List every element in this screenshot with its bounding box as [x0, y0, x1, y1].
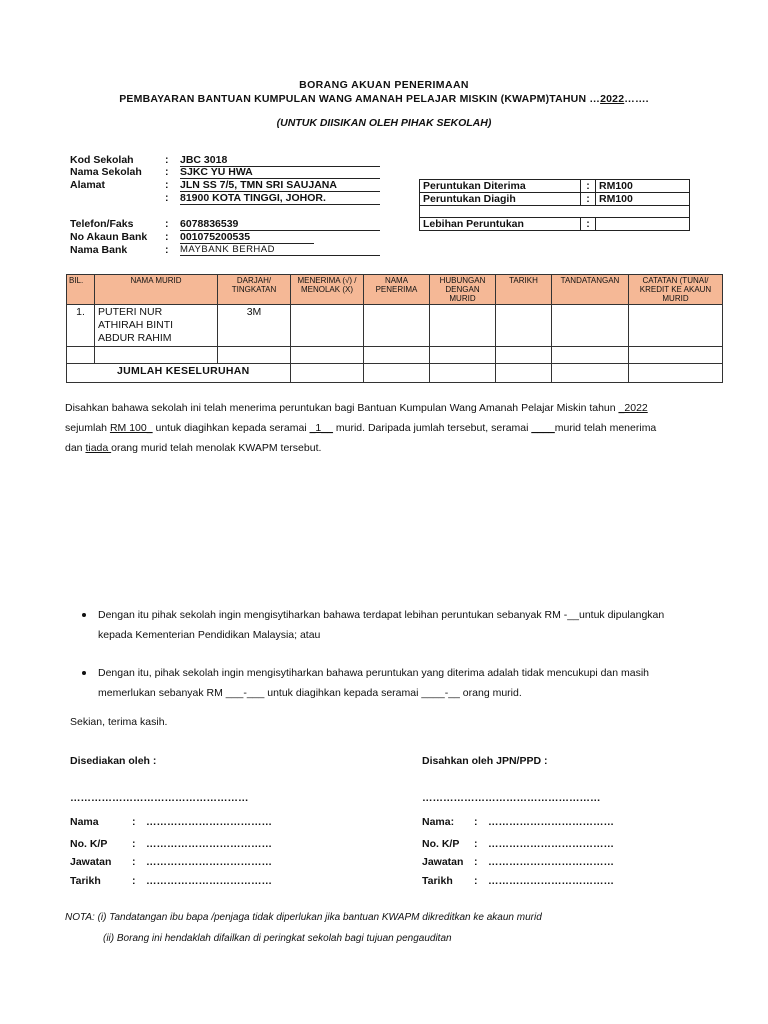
declaration-text: murid telah menerima: [554, 422, 657, 434]
header-catatan: CATATAN (TUNAI/ KREDIT KE AKAUN MURID: [629, 275, 723, 305]
nama-line: ATHIRAH BINTI: [98, 319, 174, 331]
form-note: (UNTUK DIISIKAN OLEH PIHAK SEKOLAH): [276, 117, 492, 129]
declaration-accepted: ____: [531, 422, 555, 434]
declaration-text: sejumlah: [65, 422, 110, 434]
subtitle-suffix: …….: [624, 93, 649, 105]
header-nama-murid: NAMA MURID: [95, 275, 218, 305]
field-colon: :: [474, 838, 478, 850]
field-colon: :: [132, 875, 136, 887]
bullet-item: [98, 663, 738, 703]
subtitle-prefix: PEMBAYARAN BANTUAN KUMPULAN WANG AMANAH PELAJAR MISKIN (KWAPM)TAHUN …: [119, 93, 601, 105]
nota-line-1: NOTA: (i) Tandatangan ibu bapa /penjaga tidak diperlukan jika bantuan KWAPM dikreditkan ke akaun murid: [65, 912, 542, 923]
field-dots: ………………………………: [146, 816, 272, 828]
declaration-text: untuk diagihkan kepada seramai: [152, 422, 310, 434]
field-label: Tarikh: [70, 875, 101, 887]
info-value: MAYBANK BERHAD: [180, 244, 380, 256]
cell-tarikh: [496, 305, 552, 347]
cell-darjah: 3M: [218, 305, 291, 347]
cell-menerima: [291, 305, 364, 347]
field-label: No. K/P: [422, 838, 460, 850]
bullet-item: [98, 605, 738, 645]
bullet-icon: [82, 613, 86, 617]
field-label: Jawatan: [70, 856, 112, 868]
declaration-text: Disahkan bahawa sekolah ini telah menerima peruntukan bagi Bantuan Kumpulan Wang Amanah Pelajar Miskin tahun: [65, 402, 619, 414]
allocation-value: RM100: [596, 180, 690, 193]
declaration-paragraph: [65, 398, 725, 458]
declaration-line-2: [65, 418, 725, 438]
students-table: [66, 274, 723, 383]
cell-bil: 1.: [67, 305, 95, 347]
field-dots: ………………………………: [488, 816, 614, 828]
info-colon: :: [165, 231, 169, 243]
cell-tandatangan: [552, 305, 629, 347]
allocation-row-received: [420, 180, 690, 193]
header-darjah: DARJAH/ TINGKATAN: [218, 275, 291, 305]
field-label: Tarikh: [422, 875, 453, 887]
allocation-value: [596, 218, 690, 231]
total-cell: [67, 364, 291, 383]
info-colon: :: [165, 218, 169, 230]
field-colon: :: [474, 856, 478, 868]
field-label: Nama:: [422, 816, 455, 828]
closing-text: Sekian, terima kasih.: [70, 716, 168, 728]
declaration-count: _1__: [309, 422, 333, 434]
allocation-label: Peruntukan Diagih: [420, 193, 581, 206]
declaration-text: dan: [65, 442, 86, 454]
signature-line-right: ……………………………………………: [422, 792, 601, 804]
nota-line-2: (ii) Borang ini hendaklah difailkan di peringkat sekolah bagi tujuan pengauditan: [103, 933, 452, 944]
declaration-amount: RM 100_: [109, 422, 153, 434]
allocation-row-distributed: [420, 193, 690, 206]
declaration-rejected: tiada: [85, 442, 112, 454]
allocation-colon: :: [581, 193, 596, 206]
allocation-colon: :: [581, 218, 596, 231]
field-colon: :: [474, 875, 478, 887]
info-label: Nama Sekolah: [70, 166, 142, 178]
bullet-line: memerlukan sebanyak RM ___-___ untuk diagihkan kepada seramai ____-__ orang murid.: [98, 687, 522, 699]
info-label: No Akaun Bank: [70, 231, 148, 243]
header-menerima: MENERIMA (√) / MENOLAK (X): [291, 275, 364, 305]
info-colon: :: [165, 244, 169, 256]
form-title: BORANG AKUAN PENERIMAAN: [299, 79, 469, 91]
students-header-row: [67, 275, 723, 305]
header-tarikh: TARIKH: [496, 275, 552, 305]
bullet-line: Dengan itu pihak sekolah ingin mengisytiharkan bahawa terdapat lebihan peruntukan sebanyak RM -__untuk dipulangkan: [98, 609, 665, 621]
prepared-by-title: Disediakan oleh :: [70, 755, 157, 767]
info-colon: :: [165, 192, 169, 204]
allocation-table: [419, 179, 690, 231]
declaration-text: murid. Daripada jumlah tersebut, seramai: [332, 422, 532, 434]
cell-nama-murid: [95, 305, 218, 347]
total-row: [67, 364, 723, 383]
field-dots: ………………………………: [488, 856, 614, 868]
allocation-value: RM100: [596, 193, 690, 206]
info-label: Kod Sekolah: [70, 154, 134, 166]
allocation-label: Peruntukan Diterima: [420, 180, 581, 193]
table-row: [67, 347, 723, 364]
nama-line: PUTERI NUR: [98, 306, 163, 318]
allocation-gap: [420, 206, 690, 218]
cell-nama-penerima: [364, 305, 430, 347]
approved-by-title: Disahkan oleh JPN/PPD :: [422, 755, 548, 767]
bullet-icon: [82, 671, 86, 675]
total-label: JUMLAH KESELURUHAN: [117, 365, 250, 377]
info-colon: :: [165, 179, 169, 191]
info-value: 81900 KOTA TINGGI, JOHOR.: [180, 192, 380, 205]
allocation-colon: :: [581, 180, 596, 193]
cell-catatan: [629, 305, 723, 347]
field-colon: :: [132, 816, 136, 828]
info-colon: :: [165, 154, 169, 166]
info-colon: :: [165, 166, 169, 178]
cell-hubungan: [430, 305, 496, 347]
info-value: JBC 3018: [180, 154, 380, 167]
field-dots: ………………………………: [488, 875, 614, 887]
bullet-line: Dengan itu, pihak sekolah ingin mengisytiharkan bahawa peruntukan yang diterima adalah tidak mencukupi dan masih: [98, 667, 650, 679]
header-bil: BIL.: [67, 275, 95, 305]
header-hubungan: HUBUNGAN DENGAN MURID: [430, 275, 496, 305]
field-colon: :: [474, 816, 478, 828]
table-row: [67, 305, 723, 347]
field-colon: :: [132, 856, 136, 868]
field-dots: ………………………………: [146, 838, 272, 850]
nama-line: ABDUR RAHIM: [98, 332, 172, 344]
field-dots: ………………………………: [146, 875, 272, 887]
field-label: Jawatan: [422, 856, 464, 868]
field-label: Nama: [70, 816, 99, 828]
info-value: SJKC YU HWA: [180, 166, 380, 179]
info-label: Nama Bank: [70, 244, 128, 256]
declaration-text: orang murid telah menolak KWAPM tersebut.: [111, 442, 322, 454]
allocation-row-surplus: [420, 218, 690, 231]
declaration-year: _2022: [618, 402, 648, 414]
header-nama-penerima: NAMA PENERIMA: [364, 275, 430, 305]
info-value: 6078836539: [180, 218, 380, 231]
field-label: No. K/P: [70, 838, 108, 850]
bullet-line: kepada Kementerian Pendidikan Malaysia; atau: [98, 629, 321, 641]
field-dots: ………………………………: [146, 856, 272, 868]
header-tandatangan: TANDATANGAN: [552, 275, 629, 305]
info-value: 001075200535: [180, 231, 314, 244]
allocation-label: Lebihan Peruntukan: [420, 218, 581, 231]
info-label: Alamat: [70, 179, 106, 191]
info-label: Telefon/Faks: [70, 218, 134, 230]
subtitle-year: 2022: [600, 93, 625, 105]
form-subtitle: [0, 93, 768, 105]
signature-line-left: ……………………………………………: [70, 792, 249, 804]
declaration-line-1: [65, 398, 725, 418]
info-value: JLN SS 7/5, TMN SRI SAUJANA: [180, 179, 380, 192]
field-dots: ………………………………: [488, 838, 614, 850]
field-colon: :: [132, 838, 136, 850]
declaration-line-3: [65, 438, 725, 458]
